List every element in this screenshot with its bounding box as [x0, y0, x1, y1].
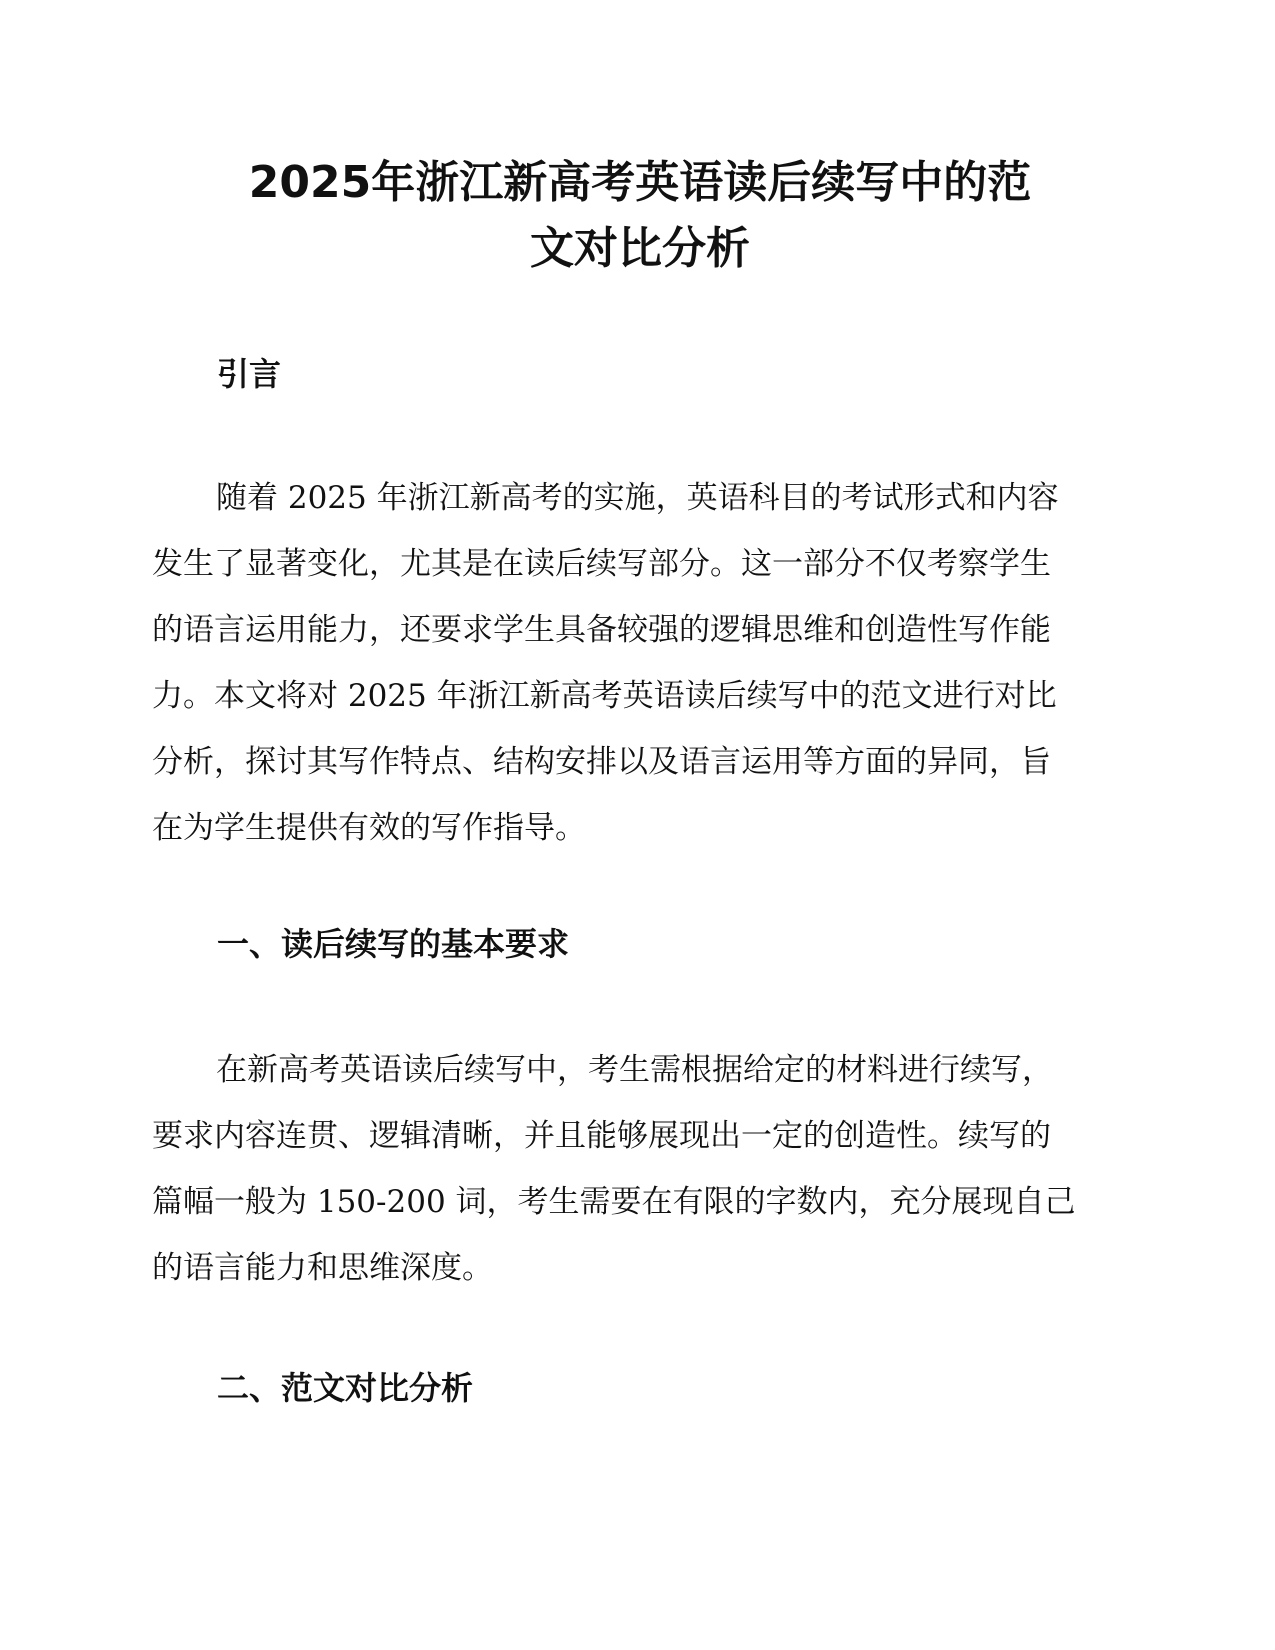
paragraph-line: 发生了显著变化，尤其是在读后续写部分。这一部分不仅考察学生	[152, 546, 1051, 582]
paragraph-line: 力。本文将对 2025 年浙江新高考英语读后续写中的范文进行对比	[152, 678, 1057, 714]
title-line-2: 文对比分析	[530, 223, 750, 274]
intro-heading: 引言	[217, 355, 282, 393]
intro-paragraph	[152, 465, 1127, 861]
section-2-heading: 二、范文对比分析	[217, 1369, 474, 1407]
paragraph-line: 的语言运用能力，还要求学生具备较强的逻辑思维和创造性写作能	[152, 612, 1051, 648]
paragraph-line: 篇幅一般为 150-200 词，考生需要在有限的字数内，充分展现自己	[152, 1184, 1076, 1220]
paragraph-line: 在为学生提供有效的写作指导。	[152, 810, 586, 846]
document-title	[150, 150, 1130, 282]
paragraph-line: 要求内容连贯、逻辑清晰，并且能够展现出一定的创造性。续写的	[152, 1118, 1051, 1154]
paragraph-line: 随着 2025 年浙江新高考的实施，英语科目的考试形式和内容	[216, 480, 1059, 516]
section-1-heading: 一、读后续写的基本要求	[217, 925, 570, 963]
title-line-1: 2025年浙江新高考英语读后续写中的范	[248, 157, 1032, 208]
paragraph-line: 在新高考英语读后续写中，考生需根据给定的材料进行续写，	[216, 1052, 1053, 1088]
paragraph-line: 分析，探讨其写作特点、结构安排以及语言运用等方面的异同，旨	[152, 744, 1051, 780]
section-1-paragraph	[152, 1037, 1127, 1301]
paragraph-line: 的语言能力和思维深度。	[152, 1250, 493, 1286]
